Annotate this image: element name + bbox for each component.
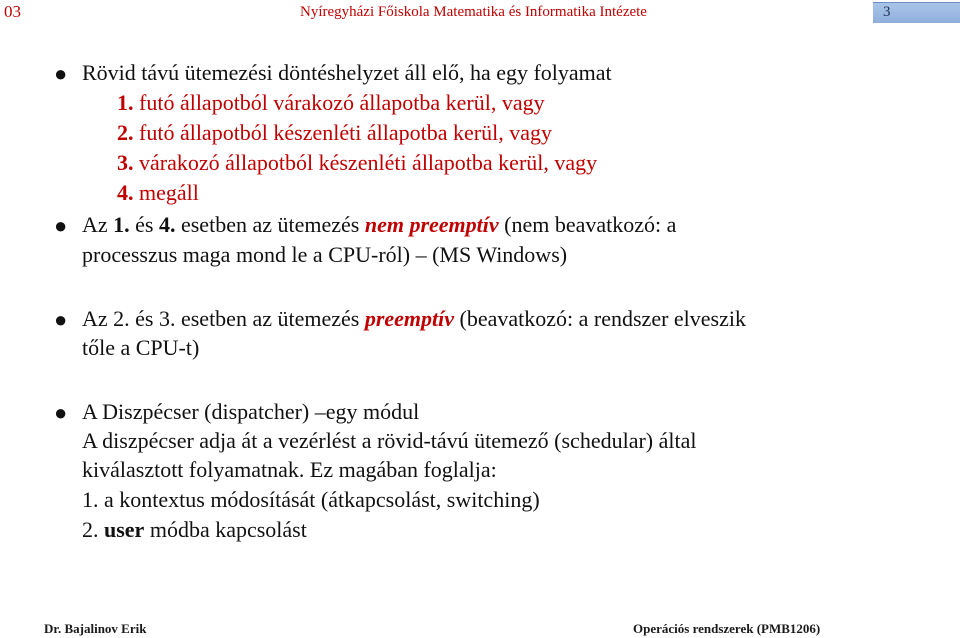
list-item-number: 2. <box>117 120 134 145</box>
bullet-3-line-2: tőle a CPU-t) <box>82 335 200 360</box>
slide-header <box>0 0 960 26</box>
list-item-2 <box>117 119 552 147</box>
list-item-1 <box>117 89 545 117</box>
list-item-number: 4. <box>117 180 134 205</box>
bullet-2-prefix: Az <box>82 212 114 237</box>
list-item-4 <box>117 179 199 207</box>
bullet-3-line-1 <box>82 305 746 333</box>
list-item-number: 3. <box>117 150 134 175</box>
emphasis-term: preemptív <box>364 306 455 331</box>
page-number: 3 <box>883 4 891 20</box>
bullet-2-conj: és <box>129 212 159 237</box>
bullet-2-line-1 <box>82 211 676 239</box>
bullet-2-line-2: processzus maga mond le a CPU-ról) – (MS Windows) <box>82 242 568 267</box>
chapter-number: 03 <box>4 2 21 21</box>
list-item-text: futó állapotból készenléti állapotba kerül, vagy <box>133 120 552 145</box>
emphasis-term: nem preemptív <box>364 212 499 237</box>
bullet-icon: ● <box>54 400 68 425</box>
user-mode-term: user <box>104 517 145 542</box>
bullet-4-line-4: 1. a kontextus módosítását (átkapcsolást, switching) <box>82 487 540 512</box>
footer-course: Operációs rendszerek (PMB1206) <box>633 621 821 636</box>
list-item-text: megáll <box>133 180 199 205</box>
bullet-icon: ● <box>54 307 68 332</box>
page-number-box <box>873 2 960 23</box>
bullet-4-line-2: A diszpécser adja át a vezérlést a rövid-távú ütemező (schedular) által <box>82 428 697 453</box>
list-item-text: várakozó állapotból készenléti állapotba kerül, vagy <box>133 150 598 175</box>
bullet-2-text: esetben az ütemezés <box>175 212 365 237</box>
bullet-4-line-3: kiválasztott folyamatnak. Ez magában foglalja: <box>82 457 497 482</box>
list-item-number: 1. <box>117 90 134 115</box>
case-number: 1. <box>113 212 130 237</box>
bullet-icon: ● <box>54 61 68 86</box>
bullet-4-line-1: A Diszpécser (dispatcher) –egy módul <box>82 399 420 424</box>
institution-title: Nyíregyházi Főiskola Matematika és Informatika Intézete <box>300 4 647 20</box>
bullet-1-text: Rövid távú ütemezési döntéshelyzet áll elő, ha egy folyamat <box>82 60 612 85</box>
step-text: módba kapcsolást <box>144 517 307 542</box>
bullet-3-text-rest: (beavatkozó: a rendszer elveszik <box>454 306 746 331</box>
step-number: 2. <box>82 517 104 542</box>
bullet-4-line-5 <box>82 516 307 544</box>
bullet-icon: ● <box>54 213 68 238</box>
list-item-text: futó állapotból várakozó állapotba kerül, vagy <box>133 90 545 115</box>
case-number: 4. <box>158 212 176 237</box>
list-item-3 <box>117 149 597 177</box>
footer-author: Dr. Bajalinov Erik <box>44 621 147 636</box>
bullet-3-prefix: Az 2. és 3. esetben az ütemezés <box>82 306 365 331</box>
bullet-2-text-rest: (nem beavatkozó: a <box>498 212 677 237</box>
